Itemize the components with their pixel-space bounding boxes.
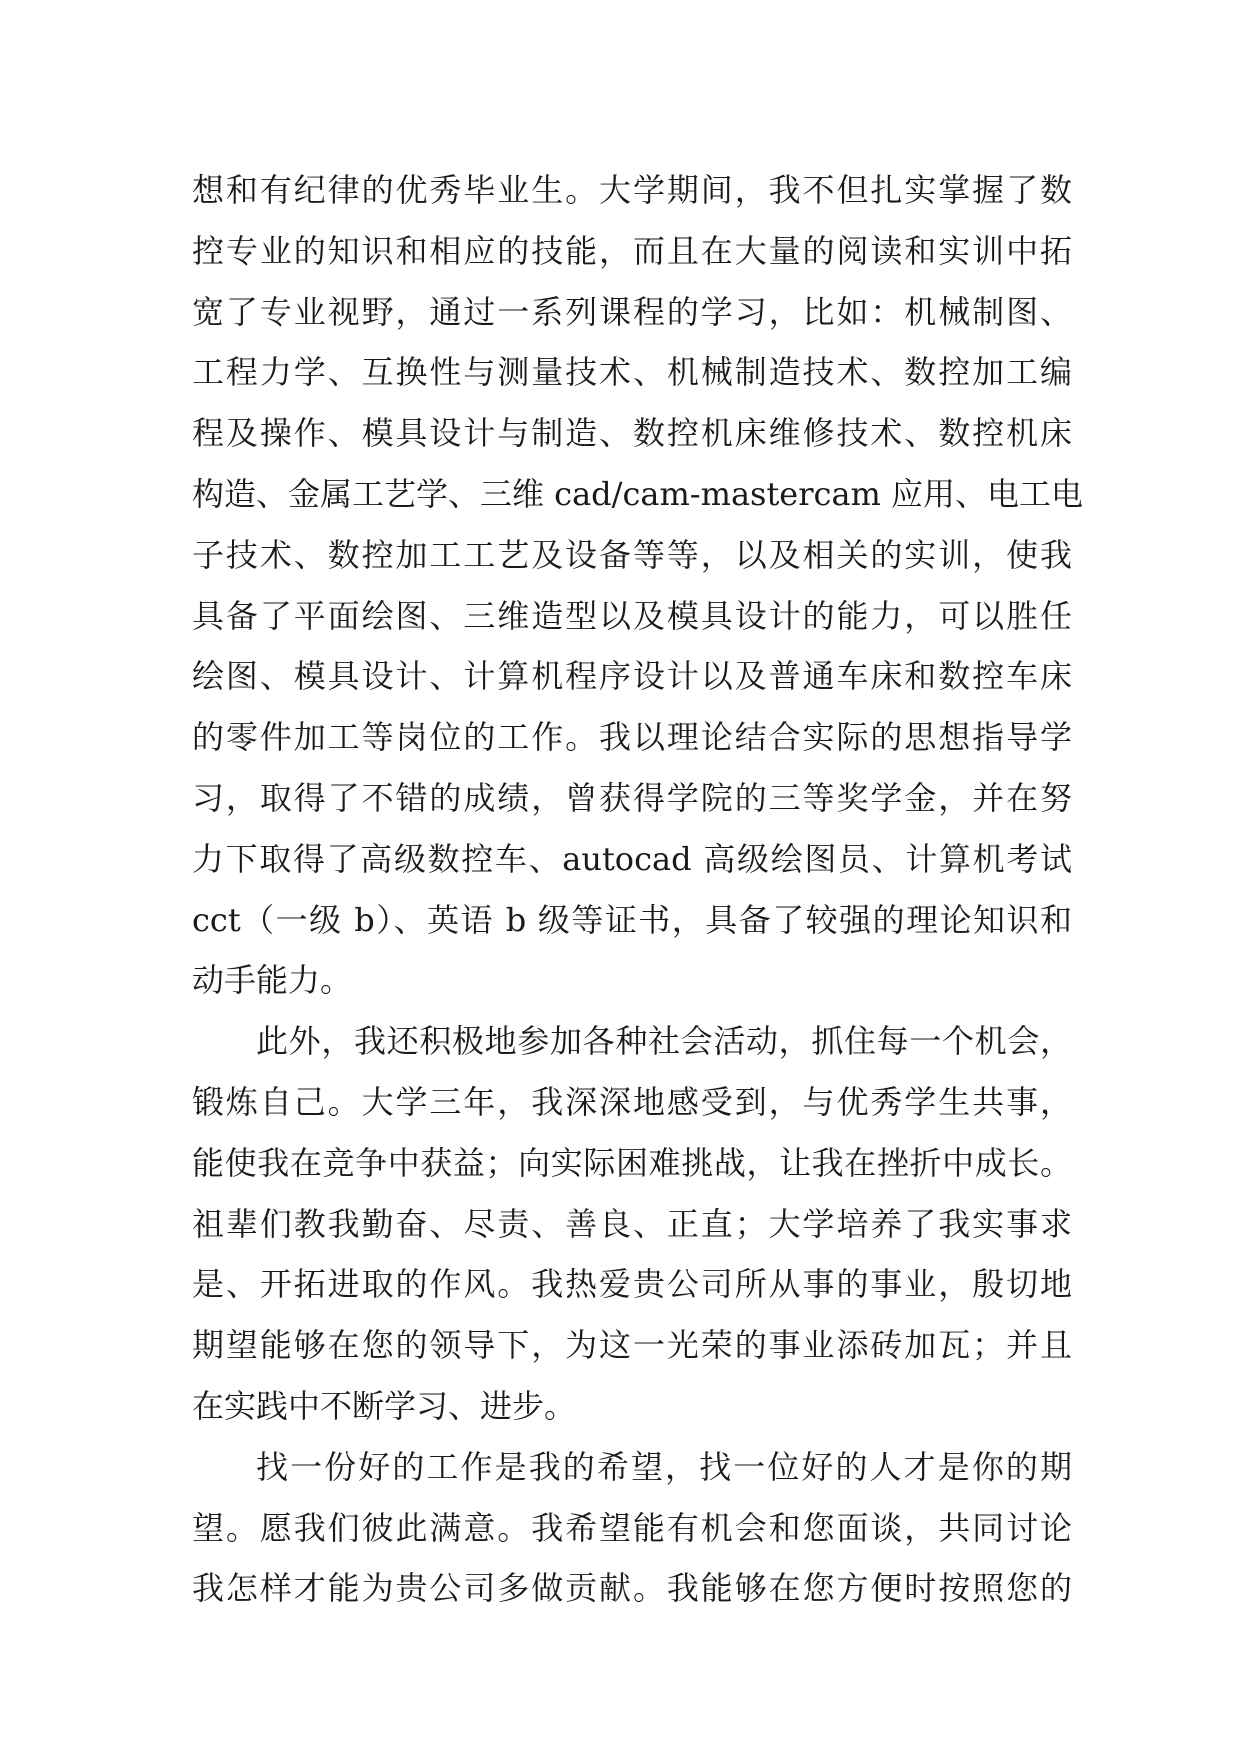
text-line: 构造、金属工艺学、三维 cad/cam-mastercam 应用、电工电 — [192, 474, 1084, 513]
text-line: 锻炼自己。大学三年，我深深地感受到，与优秀学生共事， — [192, 1082, 1072, 1121]
text-line: 祖辈们教我勤奋、尽责、善良、正直；大学培养了我实事求 — [192, 1204, 1072, 1243]
text-line: 绘图、模具设计、计算机程序设计以及普通车床和数控车床 — [192, 657, 1072, 696]
text-line: 习，取得了不错的成绩，曾获得学院的三等奖学金，并在努 — [192, 778, 1072, 817]
text-line: 控专业的知识和相应的技能，而且在大量的阅读和实训中拓 — [192, 231, 1072, 270]
text-line: 宽了专业视野，通过一系列课程的学习，比如：机械制图、 — [192, 292, 1072, 331]
paragraph-education — [192, 160, 1084, 1011]
text-line: 的零件加工等岗位的工作。我以理论结合实际的思想指导学 — [192, 718, 1072, 757]
text-line: 我怎样才能为贵公司多做贡献。我能够在您方便时按照您的 — [192, 1569, 1072, 1608]
text-line: 找一份好的工作是我的希望，找一位好的人才是你的期 — [256, 1447, 1072, 1486]
text-line: 此外，我还积极地参加各种社会活动，抓住每一个机会， — [256, 1022, 1072, 1061]
document-body — [192, 160, 1084, 1619]
text-line: 力下取得了高级数控车、autocad 高级绘图员、计算机考试 — [192, 839, 1072, 878]
text-line: cct（一级 b）、英语 b 级等证书，具备了较强的理论知识和 — [192, 900, 1072, 939]
text-line: 子技术、数控加工工艺及设备等等，以及相关的实训，使我 — [192, 535, 1072, 574]
text-line: 动手能力。 — [192, 961, 353, 1000]
text-line: 是、开拓进取的作风。我热爱贵公司所从事的事业，殷切地 — [192, 1265, 1072, 1304]
text-line: 望。愿我们彼此满意。我希望能有机会和您面谈，共同讨论 — [192, 1508, 1072, 1547]
text-line: 能使我在竞争中获益；向实际困难挑战，让我在挫折中成长。 — [192, 1143, 1072, 1182]
text-line: 程及操作、模具设计与制造、数控机床维修技术、数控机床 — [192, 414, 1072, 453]
paragraph-activities — [192, 1011, 1072, 1437]
text-line: 期望能够在您的领导下，为这一光荣的事业添砖加瓦；并且 — [192, 1326, 1072, 1365]
text-line: 想和有纪律的优秀毕业生。大学期间，我不但扎实掌握了数 — [192, 171, 1072, 209]
paragraph-closing — [192, 1437, 1072, 1619]
text-line: 具备了平面绘图、三维造型以及模具设计的能力，可以胜任 — [192, 596, 1072, 635]
text-line: 工程力学、互换性与测量技术、机械制造技术、数控加工编 — [192, 353, 1072, 392]
text-line: 在实践中不断学习、进步。 — [192, 1386, 577, 1425]
